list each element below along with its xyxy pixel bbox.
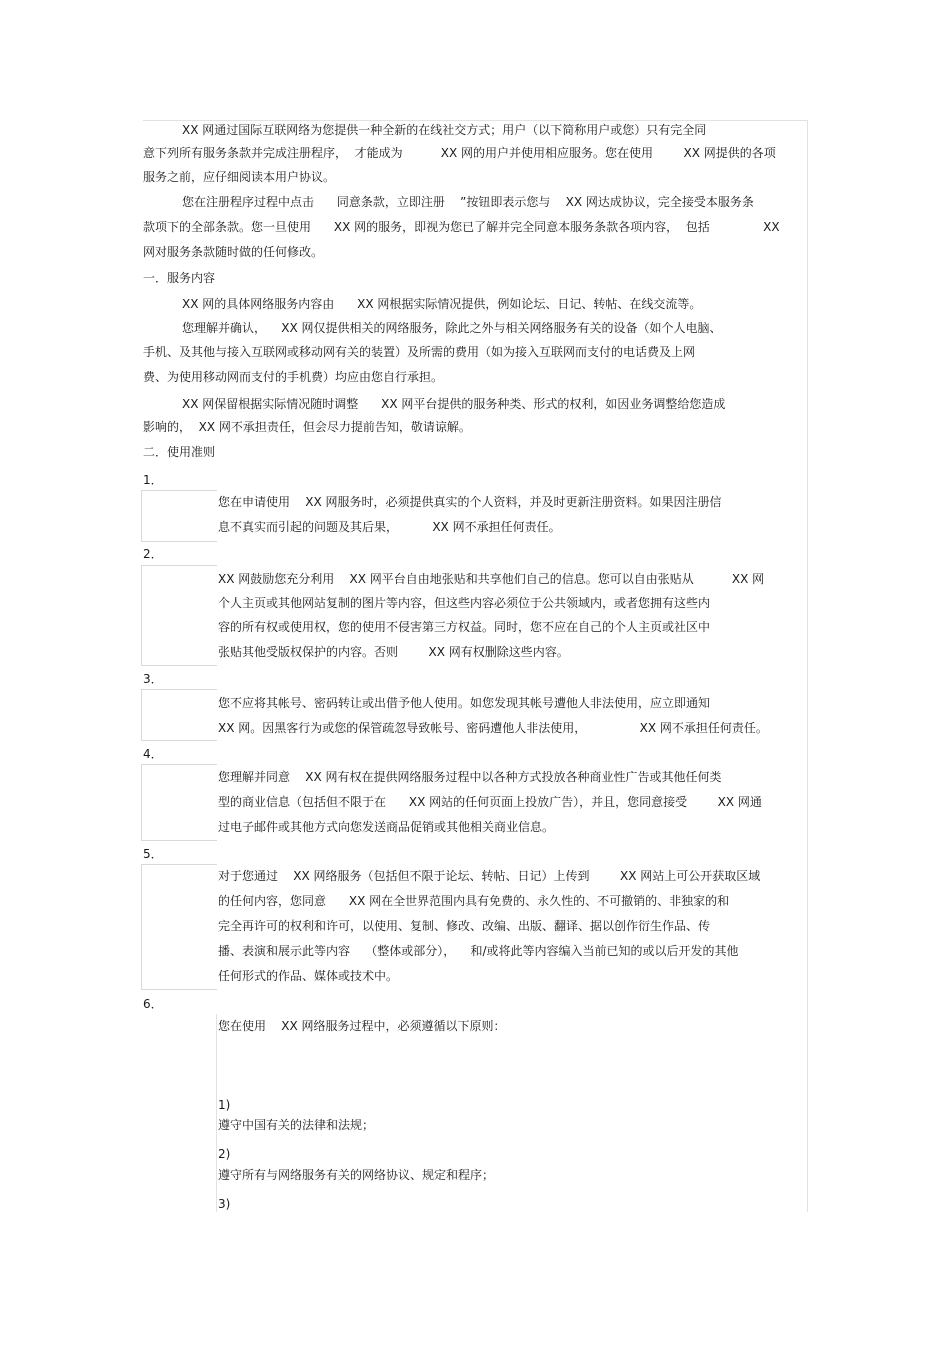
item-number: 6． — [143, 997, 163, 1011]
intro-line: 款项下的全部条款。您一旦使用 XX 网的服务，即视为您已了解并完全同意本服务条款各项内容， 包括 XX — [143, 220, 780, 234]
principle-number: 1) — [218, 1098, 231, 1112]
item-number: 4． — [143, 747, 163, 761]
item-line: 过电子邮件或其他方式向您发送商品促销或其他相关商业信息。 — [218, 820, 555, 834]
item-number: 1． — [143, 473, 163, 487]
frame-border-left — [216, 1014, 217, 1212]
section-line: 您理解并确认， XX 网仅提供相关的网络服务，除此之外与相关网络服务有关的设备（如个人电脑、 — [182, 321, 722, 335]
item-cell — [141, 764, 217, 841]
section-line: 手机、及其他与接入互联网或移动网有关的装置）及所需的费用（如为接入互联网而支付的电话费及上网 — [143, 345, 696, 359]
item-line: 容的所有权或使用权，您的使用不侵害第三方权益。同时，您不应在自己的个人主页或社区中 — [218, 620, 711, 634]
frame-border-right — [807, 120, 808, 1212]
item-cell — [141, 864, 217, 990]
intro-line: 服务之前，应仔细阅读本用户协议。 — [143, 170, 336, 184]
section-line: XX 网的具体网络服务内容由 XX 网根据实际情况提供，例如论坛、日记、转帖、在线交流等。 — [182, 297, 702, 311]
item-line: 您在申请使用 XX 网服务时，必须提供真实的个人资料，并及时更新注册资料。如果因注册信 — [218, 495, 722, 509]
principle-text: 遵守所有与网络服务有关的网络协议、规定和程序； — [218, 1168, 495, 1182]
principle-number: 2) — [218, 1147, 231, 1161]
item-number: 5． — [143, 847, 163, 861]
section-heading: 二．使用准则 — [143, 445, 216, 459]
item-line: 您不应将其帐号、密码转让或出借予他人使用。如您发现其帐号遭他人非法使用，应立即通知 — [218, 696, 711, 710]
item-line: 张贴其他受版权保护的内容。否则 XX 网有权删除这些内容。 — [218, 645, 569, 659]
item-line: 完全再许可的权利和许可，以使用、复制、修改、改编、出版、翻译、据以创作衍生作品、传 — [218, 919, 711, 933]
section-heading: 一．服务内容 — [143, 271, 216, 285]
item-cell — [141, 689, 217, 741]
item-line: 型的商业信息（包括但不限于在 XX 网站的任何页面上投放广告），并且，您同意接受 XX 网通 — [218, 795, 762, 809]
item-number: 2． — [143, 547, 163, 561]
section-line: 影响的， XX 网不承担责任，但会尽力提前告知，敬请谅解。 — [143, 420, 471, 434]
item-number: 3． — [143, 672, 163, 686]
intro-line: 网对服务条款随时做的任何修改。 — [143, 245, 324, 259]
item-line: 您理解并同意 XX 网有权在提供网络服务过程中以各种方式投放各种商业性广告或其他任何类 — [218, 770, 722, 784]
item-line: XX 网。因黑客行为或您的保管疏忽导致帐号、密码遭他人非法使用， XX 网不承担任何责任。 — [218, 721, 768, 735]
item-line: 息不真实而引起的问题及其后果， XX 网不承担任何责任。 — [218, 520, 561, 534]
item-cell — [141, 565, 217, 666]
principle-text: 遵守中国有关的法律和法规； — [218, 1118, 375, 1132]
item-cell — [141, 490, 217, 542]
item-line: 您在使用 XX 网络服务过程中，必须遵循以下原则： — [218, 1019, 506, 1033]
item-line: 的任何内容，您同意 XX 网在全世界范围内具有免费的、永久性的、不可撤销的、非独家的和 — [218, 894, 730, 908]
principle-number: 3) — [218, 1197, 231, 1211]
item-line: 对于您通过 XX 网络服务（包括但不限于论坛、转帖、日记）上传到 XX 网站上可公开获取区域 — [218, 869, 761, 883]
item-line: 播、表演和展示此等内容 （整体或部分）， 和/或将此等内容编入当前已知的或以后开发的其他 — [218, 944, 739, 958]
intro-line: 意下列所有服务条款并完成注册程序， 才能成为 XX 网的用户并使用相应服务。您在使用 XX 网提供的各项 — [143, 146, 776, 160]
intro-line: XX 网通过国际互联网络为您提供一种全新的在线社交方式；用户（以下简称用户或您）只有完全同 — [182, 123, 707, 137]
frame-border-top — [143, 120, 807, 121]
item-line: 任何形式的作品、媒体或技术中。 — [218, 969, 399, 983]
intro-line: 您在注册程序过程中点击 同意条款，立即注册 ”按钮即表示您与 XX 网达成协议，完全接受本服务条 — [182, 195, 754, 209]
section-line: XX 网保留根据实际情况随时调整 XX 网平台提供的服务种类、形式的权利，如因业务调整给您造成 — [182, 397, 726, 411]
item-line: XX 网鼓励您充分利用 XX 网平台自由地张贴和共享他们自己的信息。您可以自由张贴从 XX 网 — [218, 572, 765, 586]
section-line: 费、为使用移动网而支付的手机费）均应由您自行承担。 — [143, 370, 444, 384]
item-line: 个人主页或其他网站复制的图片等内容，但这些内容必须位于公共领域内，或者您拥有这些内 — [218, 596, 711, 610]
